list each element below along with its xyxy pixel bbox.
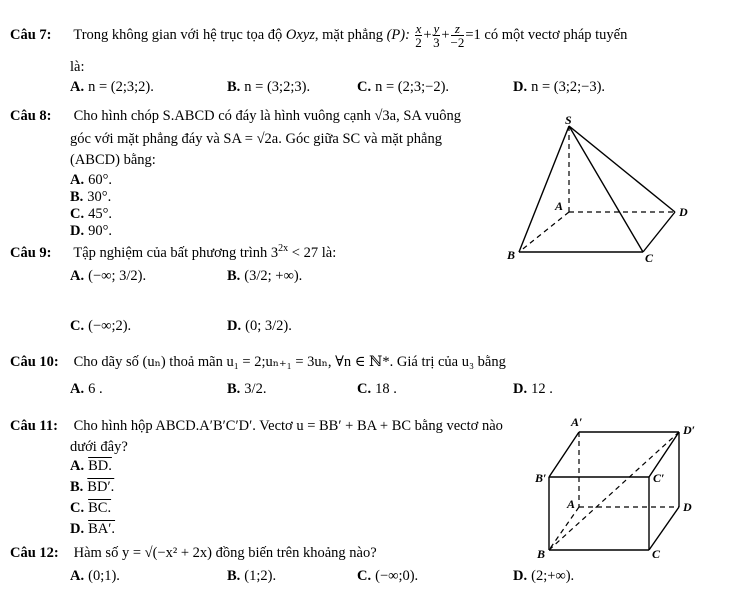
question-8-label: Câu 8: [10, 108, 52, 124]
q9-option-b[interactable]: B. (3/2; +∞). [227, 268, 303, 284]
q12-option-c[interactable]: C. (−∞;0). [357, 568, 419, 584]
q10-option-a-text: 6 . [88, 381, 103, 397]
question-12-label: Câu 12: [10, 545, 59, 561]
box-label-a-prime: A′ [571, 415, 583, 429]
q12-option-a[interactable]: A. (0;1). [70, 568, 120, 584]
q11-option-a-text: BD. [88, 458, 112, 474]
q12-option-d[interactable]: D. (2;+∞). [513, 568, 575, 584]
question-11 [10, 418, 503, 435]
q12-option-c-text: (−∞;0). [375, 568, 419, 584]
question-12 [10, 545, 377, 562]
question-7-line2: là: [70, 59, 85, 75]
q11-option-c-text: BC. [88, 500, 112, 516]
q7-option-a[interactable]: A. n = (2;3;2). [70, 79, 154, 95]
q11-option-b[interactable]: B. BD′. [70, 479, 115, 495]
box-label-d-prime: D′ [683, 423, 696, 437]
question-8-line2: góc với mặt phẳng đáy và SA = √2a. Góc giữa SC và mặt phẳng [70, 131, 442, 147]
question-12-text: Hàm số y = √(−x² + 2x) đồng biến trên khoảng nào? [73, 545, 377, 561]
q10-option-c[interactable]: C. 18 . [357, 381, 397, 397]
question-7-oxyz: Oxyz [285, 26, 315, 43]
box-label-b: B [537, 547, 546, 561]
q9-option-a[interactable]: A. (−∞; 3/2). [70, 268, 147, 284]
question-9 [10, 243, 336, 262]
q9-option-b-text: (3/2; +∞). [244, 268, 303, 284]
q11-option-d[interactable]: D. BA′. [70, 521, 116, 537]
q8-option-a[interactable]: A. 60°. [70, 172, 113, 188]
pyramid-label-s: S [565, 113, 572, 127]
question-7-text3: có một vectơ pháp tuyến [484, 26, 628, 43]
question-10-label: Câu 10: [10, 354, 59, 370]
pyramid-label-a: A [555, 199, 564, 213]
question-7: Câu 7: Trong không gian với hệ trục tọa độ Oxyz, mặt phẳng (P): $\frac{x}{2}$ + $\frac{y}{3}$ + $\frac{z}{-2}$ =1 có một vectơ pháp tuyến [10, 21, 628, 50]
q8-option-b-text: 30°. [87, 189, 112, 205]
question-11-line1: Cho hình hộp ABCD.A′B′C′D′. Vectơ u = BB′ + BA + BC bằng vectơ nào [73, 418, 503, 434]
question-11-line2: dưới đây? [70, 439, 128, 455]
pyramid-figure [505, 112, 705, 272]
box-label-c-prime: C′ [653, 471, 665, 485]
question-10 [10, 354, 506, 371]
q7-option-a-text: n = (2;3;2). [88, 79, 154, 95]
pyramid-label-c: C [645, 251, 654, 265]
question-7-text2: , mặt phẳng [314, 26, 383, 43]
box-label-a: A [567, 497, 576, 511]
question-7-label: Câu 7: [10, 26, 52, 43]
q12-option-b-text: (1;2). [244, 568, 277, 584]
q11-option-a[interactable]: A. BD. [70, 458, 112, 474]
q8-option-c-text: 45°. [88, 206, 113, 222]
q8-option-a-text: 60°. [88, 172, 113, 188]
question-8-line1: Cho hình chóp S.ABCD có đáy là hình vuông cạnh √3a, SA vuông [73, 108, 461, 124]
box-label-c: C [652, 547, 661, 561]
frac-x-2: $\frac{x}{2}$ [415, 21, 422, 50]
q11-option-b-text: BD′. [87, 479, 115, 495]
q10-option-a[interactable]: A. 6 . [70, 381, 103, 397]
q7-option-b[interactable]: B. n = (3;2;3). [227, 79, 311, 95]
q12-option-a-text: (0;1). [88, 568, 120, 584]
q9-option-d[interactable]: D. (0; 3/2). [227, 318, 292, 334]
box-label-b-prime: B′ [535, 471, 547, 485]
question-9-text2: < 27 là: [291, 244, 337, 261]
q9-option-c-text: (−∞;2). [88, 318, 132, 334]
q11-option-c[interactable]: C. BC. [70, 500, 112, 516]
box-label-d: D [683, 500, 692, 514]
q10-option-c-text: 18 . [375, 381, 397, 397]
question-9-label: Câu 9: [10, 244, 52, 261]
q7-option-c-text: n = (2;3;−2). [375, 79, 450, 95]
q9-option-d-text: (0; 3/2). [245, 318, 292, 334]
q10-option-b-text: 3/2. [244, 381, 267, 397]
question-7-text: Trong không gian với hệ trục tọa độ [73, 26, 283, 43]
q7-option-d-text: n = (3;2;−3). [531, 79, 606, 95]
q8-option-b[interactable]: B. 30°. [70, 189, 112, 205]
q8-option-d[interactable]: D. 90°. [70, 223, 113, 239]
question-8-line3: (ABCD) bằng: [70, 152, 156, 168]
q9-option-a-text: (−∞; 3/2). [88, 268, 147, 284]
frac-z-neg2: $\frac{z}{-2}$ [450, 21, 465, 50]
box-figure [535, 412, 720, 562]
q10-option-d[interactable]: D. 12 . [513, 381, 553, 397]
question-9-text: Tập nghiệm của bất phương trình 3 [73, 244, 279, 261]
q9-option-c[interactable]: C. (−∞;2). [70, 318, 132, 334]
q8-option-c[interactable]: C. 45°. [70, 206, 113, 222]
question-10-text: Cho dãy số (uₙ) thoả mãn u₁ = 2;uₙ₊₁ = 3uₙ, ∀n ∈ ℕ*. Giá trị của u₃ bằng [73, 354, 506, 370]
q12-option-b[interactable]: B. (1;2). [227, 568, 277, 584]
question-7-plane: (P): [386, 26, 410, 43]
q10-option-b[interactable]: B. 3/2. [227, 381, 267, 397]
q11-option-d-text: BA′. [88, 521, 116, 537]
question-11-label: Câu 11: [10, 418, 58, 434]
q7-option-d[interactable]: D. n = (3;2;−3). [513, 79, 606, 95]
question-8 [10, 108, 461, 125]
question-9-exp: 2x [278, 243, 289, 254]
frac-y-3: $\frac{y}{3}$ [433, 21, 440, 50]
q10-option-d-text: 12 . [531, 381, 553, 397]
q8-option-d-text: 90°. [88, 223, 113, 239]
q7-option-b-text: n = (3;2;3). [244, 79, 311, 95]
q12-option-d-text: (2;+∞). [531, 568, 575, 584]
q7-option-c[interactable]: C. n = (2;3;−2). [357, 79, 450, 95]
pyramid-label-d: D [679, 205, 688, 219]
pyramid-label-b: B [507, 248, 516, 262]
